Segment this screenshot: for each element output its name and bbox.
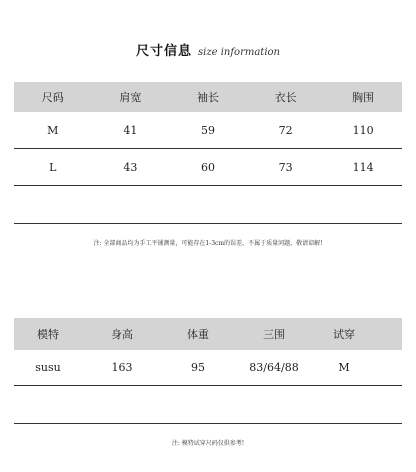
title-english: size information xyxy=(198,47,280,58)
cell-sleeve: 59 xyxy=(200,123,215,137)
cell-height: 163 xyxy=(111,361,133,374)
table-row xyxy=(14,149,402,186)
cell-length: 73 xyxy=(278,160,293,174)
cell-measurements: 83/64/88 xyxy=(249,361,299,374)
title-chinese: 尺寸信息 xyxy=(136,44,193,59)
cell-shoulder: 43 xyxy=(123,160,138,174)
header-fitting: 试穿 xyxy=(333,328,355,341)
size-table xyxy=(14,82,402,224)
header-sleeve: 袖长 xyxy=(196,91,219,104)
header-model: 模特 xyxy=(37,328,59,341)
cell-fitting: M xyxy=(338,361,350,374)
section-title xyxy=(0,40,416,59)
cell-chest: 114 xyxy=(352,160,374,174)
model-table xyxy=(14,318,402,424)
header-weight: 体重 xyxy=(187,328,209,341)
empty-row xyxy=(14,186,402,224)
model-table-header xyxy=(14,318,402,350)
table-row xyxy=(14,350,402,386)
size-table-header xyxy=(14,82,402,112)
header-measurements: 三围 xyxy=(263,328,285,341)
header-chest: 胸围 xyxy=(352,91,375,104)
header-size: 尺码 xyxy=(41,91,64,104)
cell-chest: 110 xyxy=(352,123,374,137)
cell-size: L xyxy=(49,160,57,174)
table-row xyxy=(14,112,402,149)
model-note: 注: 模特试穿尺码仅供参考! xyxy=(171,440,245,447)
header-length: 衣长 xyxy=(274,91,297,104)
cell-model: susu xyxy=(35,361,61,374)
empty-row xyxy=(14,386,402,424)
cell-shoulder: 41 xyxy=(123,123,138,137)
cell-weight: 95 xyxy=(191,361,205,374)
cell-length: 72 xyxy=(278,123,293,137)
header-shoulder: 肩宽 xyxy=(119,91,142,104)
header-height: 身高 xyxy=(111,328,133,341)
cell-sleeve: 60 xyxy=(200,160,215,174)
measurement-note: 注: 全部商品均为手工平铺测量，可能存在1-3cm的误差，不属于质量问题，敬请谅解! xyxy=(93,240,323,247)
cell-size: M xyxy=(47,123,59,137)
